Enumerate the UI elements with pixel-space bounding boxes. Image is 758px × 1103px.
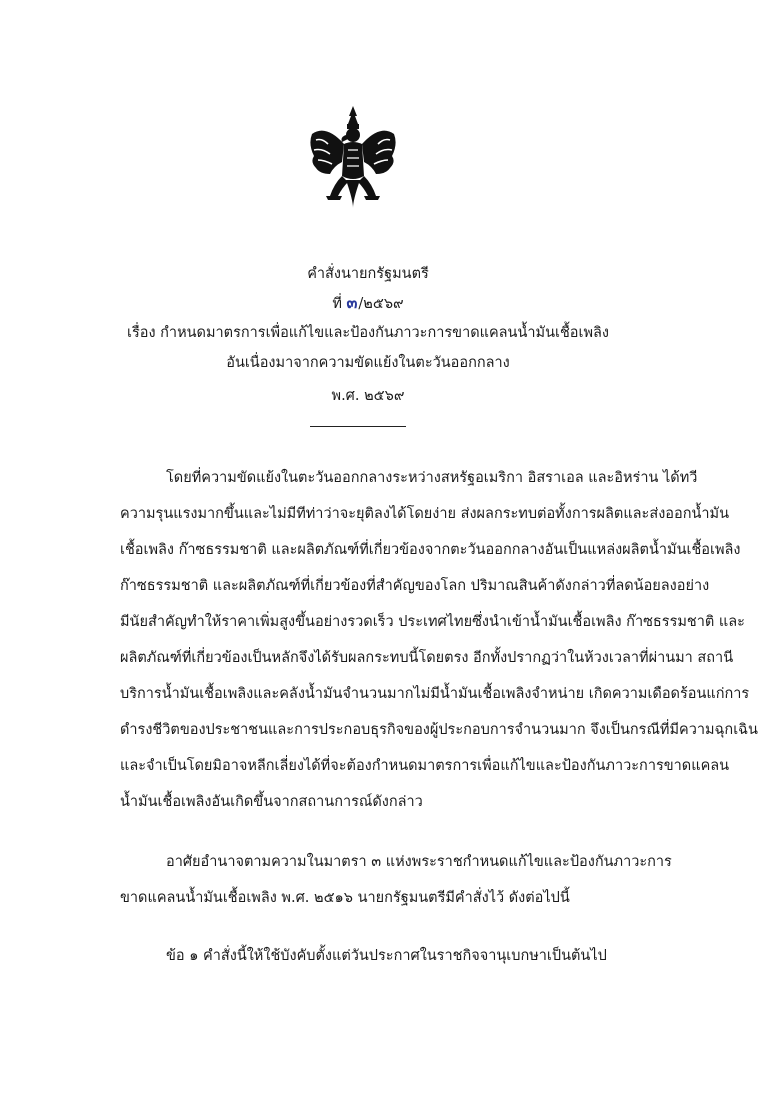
order-number-value: ๓: [346, 293, 359, 312]
paragraph1-line: มีนัยสำคัญทำให้ราคาเพิ่มสูงขึ้นอย่างรวดเร็ว ประเทศไทยซึ่งนำเข้าน้ำมันเชื้อเพลิง ก๊าซธรรมชาติ และ: [120, 614, 745, 630]
order-number: [0, 291, 736, 316]
garuda-emblem-icon: [304, 104, 402, 210]
order-number-prefix: ที่: [332, 296, 342, 312]
paragraph2-line: อาศัยอำนาจตามความในมาตรา ๓ แห่งพระราชกำหนดแก้ไขและป้องกันภาวะการ: [166, 854, 672, 870]
order-date: พ.ศ. ๒๕๖๙: [331, 388, 405, 404]
paragraph1-line: เชื้อเพลิง ก๊าซธรรมชาติ และผลิตภัณฑ์ที่เกี่ยวข้องจากตะวันออกกลางอันเป็นแหล่งผลิตน้ำมันเชื้อเพลิง: [120, 542, 741, 558]
header-divider: [310, 426, 406, 427]
paragraph1-line: น้ำมันเชื้อเพลิงอันเกิดขึ้นจากสถานการณ์ดังกล่าว: [120, 794, 423, 810]
paragraph1-line: และจำเป็นโดยมิอาจหลีกเลี่ยงได้ที่จะต้องกำหนดมาตรการเพื่อแก้ไขและป้องกันภาวะการขาดแคลน: [120, 758, 730, 774]
paragraph1-line: บริการน้ำมันเชื้อเพลิงและคลังน้ำมันจำนวนมากไม่มีน้ำมันเชื้อเพลิงจำหน่าย เกิดความเดือดร้อนแก่การ: [120, 686, 750, 702]
paragraph1-line: ความรุนแรงมากขึ้นและไม่มีทีท่าว่าจะยุติลงได้โดยง่าย ส่งผลกระทบต่อทั้งการผลิตและส่งออกน้ำมัน: [120, 506, 729, 522]
paragraph1-line: ผลิตภัณฑ์ที่เกี่ยวข้องเป็นหลักจึงได้รับผลกระทบนี้โดยตรง อีกทั้งปรากฏว่าในห้วงเวลาที่ผ่านมา สถานี: [120, 650, 734, 666]
clause-1: ข้อ ๑ คำสั่งนี้ให้ใช้บังคับตั้งแต่วันประกาศในราชกิจจานุเบกษาเป็นต้นไป: [166, 948, 607, 964]
paragraph1-line: ดำรงชีวิตของประชาชนและการประกอบธุรกิจของผู้ประกอบการจำนวนมาก จึงเป็นกรณีที่มีความฉุกเฉิน: [120, 722, 758, 738]
subject-line-1: เรื่อง กำหนดมาตรการเพื่อแก้ไขและป้องกันภาวะการขาดแคลนน้ำมันเชื้อเพลิง: [127, 325, 609, 341]
paragraph2-line: ขาดแคลนน้ำมันเชื้อเพลิง พ.ศ. ๒๕๑๖ นายกรัฐมนตรีมีคำสั่งไว้ ดังต่อไปนี้: [120, 890, 570, 906]
subject-line-2: อันเนื่องมาจากความขัดแย้งในตะวันออกกลาง: [226, 355, 510, 371]
order-number-suffix: /๒๕๖๙: [358, 296, 404, 312]
paragraph1-line: ก๊าซธรรมชาติ และผลิตภัณฑ์ที่เกี่ยวข้องที่สำคัญของโลก ปริมาณสินค้าดังกล่าวที่ลดน้อยลงอย่าง: [120, 578, 710, 594]
paragraph1-line: โดยที่ความขัดแย้งในตะวันออกกลางระหว่างสหรัฐอเมริกา อิสราเอล และอิหร่าน ได้ทวี: [166, 470, 698, 486]
order-title: คำสั่งนายกรัฐมนตรี: [307, 266, 429, 282]
